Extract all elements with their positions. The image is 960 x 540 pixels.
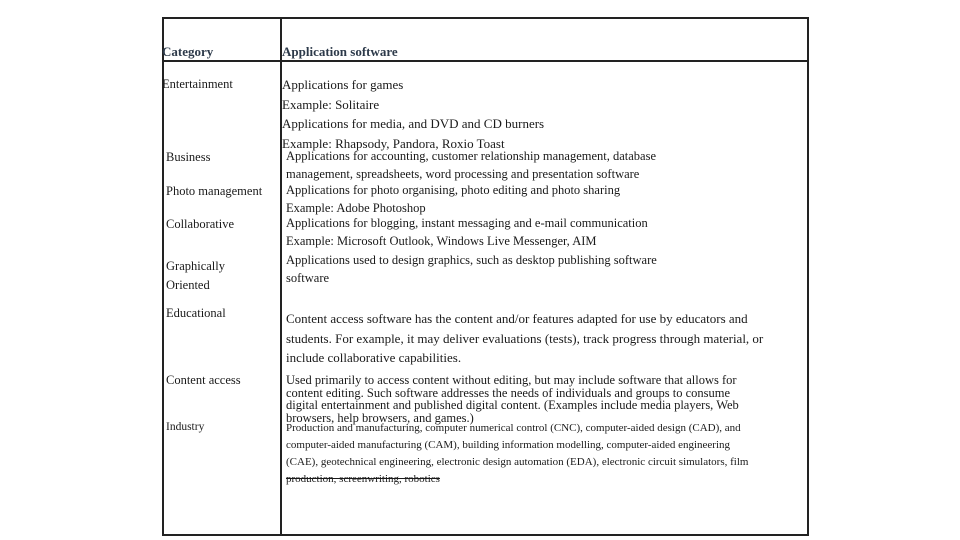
text-line: software <box>286 270 330 285</box>
text-line: Applications for blogging, instant messaging and e-mail communication <box>286 216 648 230</box>
text-line: Graphically <box>166 259 226 273</box>
text-line: production, screenwriting, robotics <box>286 473 440 485</box>
text-line: Oriented <box>166 278 210 292</box>
text-line: Used primarily to access content without editing, but may include software that allows for <box>286 373 737 387</box>
text-line: Applications for games <box>282 77 404 92</box>
category-entertainment: Entertainment <box>162 77 233 91</box>
text-line: Applications for accounting, customer relationship management, database <box>286 149 657 163</box>
header-software: Application software <box>282 44 398 59</box>
software-business <box>286 148 656 183</box>
category-graphically-oriented <box>166 257 225 295</box>
table-bottom-border <box>162 534 809 536</box>
text-line: Content access software has the content and/or features adapted for use by educators and <box>286 311 748 326</box>
category-collaborative: Collaborative <box>166 217 235 231</box>
text-line: Applications for media, and DVD and CD burners <box>282 116 545 131</box>
header-divider <box>162 60 809 62</box>
text-line: (CAE), geotechnical engineering, electronic design automation (EDA), electronic circuit simulators, film <box>286 456 749 468</box>
text-line: Example: Microsoft Outlook, Windows Live Messenger, AIM <box>286 233 597 248</box>
text-line: students. For example, it may deliver evaluations (tests), track progress through material, or <box>286 330 764 346</box>
text-line: digital entertainment and published digital content. (Examples include media players, Web <box>286 398 739 412</box>
category-content-access: Content access <box>166 373 241 387</box>
text-line: Applications for photo organising, photo editing and photo sharing <box>286 183 621 197</box>
header-category: Category <box>162 44 214 59</box>
software-entertainment <box>282 75 544 153</box>
category-business: Business <box>166 150 211 164</box>
software-photo-management <box>286 182 620 217</box>
text-line: include collaborative capabilities. <box>286 350 462 365</box>
text-line: computer-aided manufacturing (CAM), building information modelling, computer-aided engineering <box>286 439 731 451</box>
text-line: Applications used to design graphics, such as desktop publishing software <box>286 253 657 267</box>
software-educational <box>286 309 763 368</box>
text-line: Example: Adobe Photoshop <box>286 200 426 215</box>
text-line: Example: Rhapsody, Pandora, Roxio Toast <box>282 135 505 151</box>
text-line: Production and manufacturing, computer numerical control (CNC), computer-aided design (CAD), and <box>286 422 741 434</box>
category-photo-management: Photo management <box>166 184 263 198</box>
software-content-access <box>286 374 739 424</box>
text-line: content editing. Such software addresses the needs of individuals and groups to consume <box>286 385 731 400</box>
software-collaborative <box>286 215 648 250</box>
category-industry: Industry <box>166 421 205 433</box>
software-graphically-oriented <box>286 252 657 287</box>
text-line: browsers, help browsers, and games.) <box>286 410 474 425</box>
text-line: management, spreadsheets, word processing and presentation software <box>286 166 640 181</box>
text-line: Example: Solitaire <box>282 96 380 112</box>
software-industry <box>286 420 748 488</box>
category-educational: Educational <box>166 306 226 320</box>
